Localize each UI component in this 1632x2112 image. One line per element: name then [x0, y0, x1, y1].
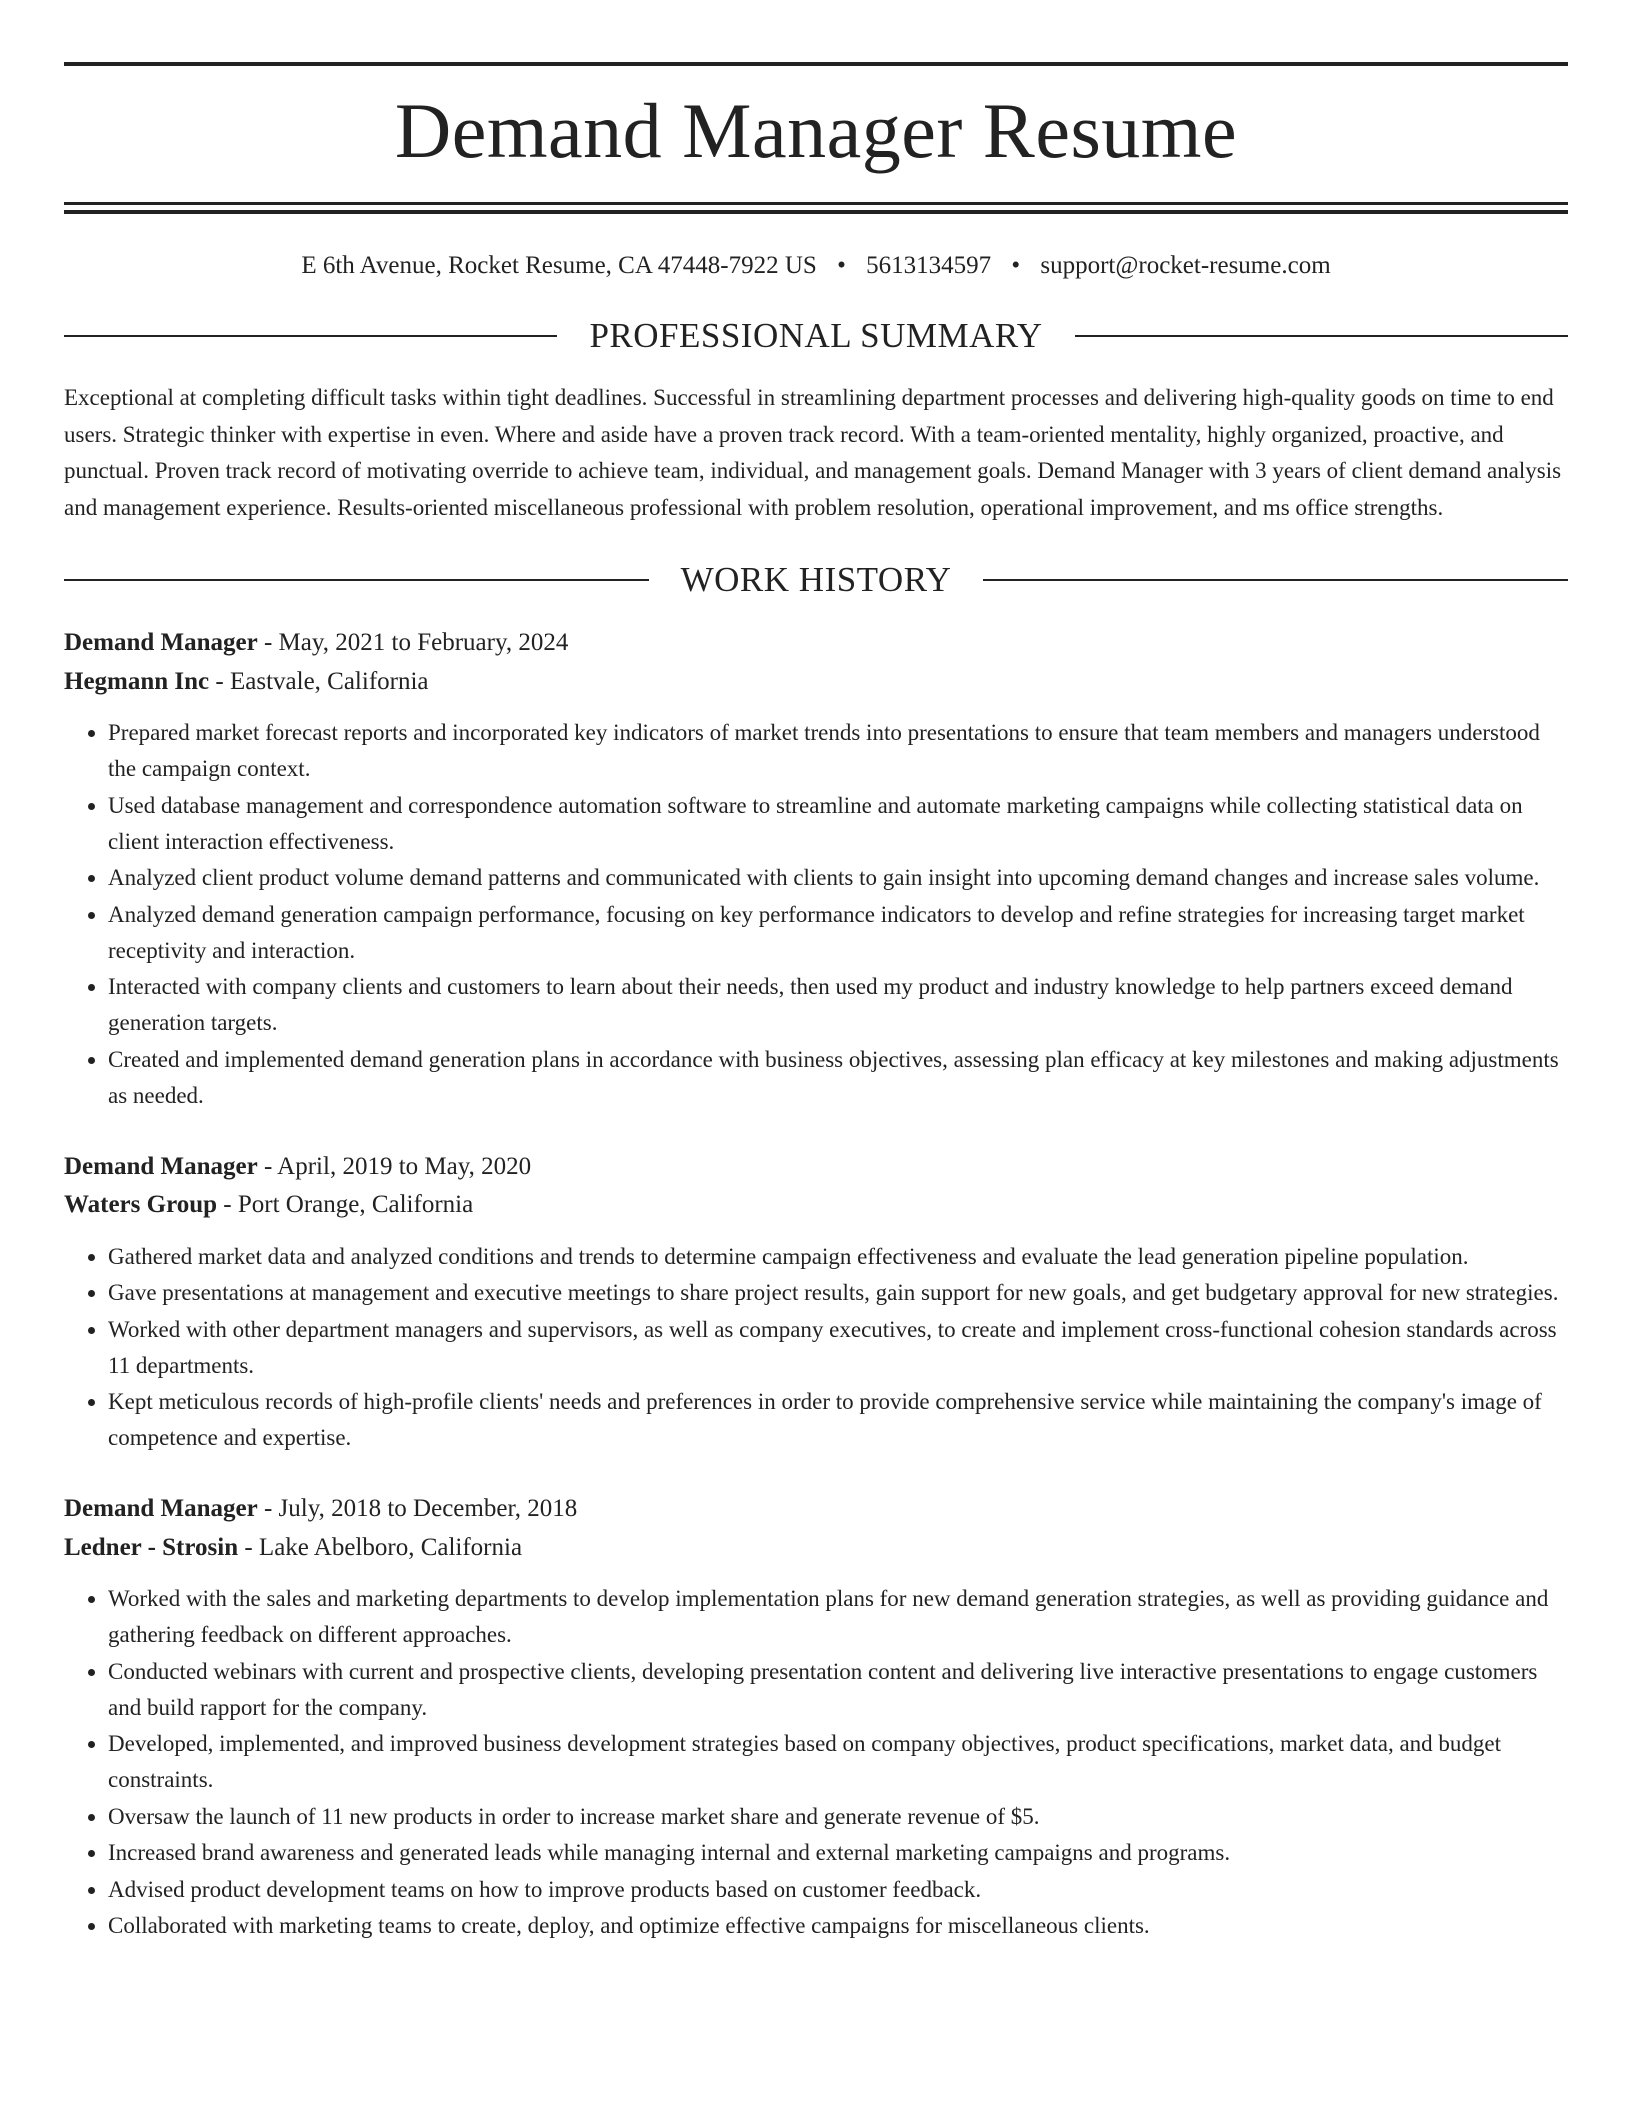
job-entry	[64, 1490, 1568, 1944]
job-company: Ledner - Strosin	[64, 1533, 239, 1561]
summary-heading-label: PROFESSIONAL SUMMARY	[589, 316, 1043, 355]
resume-page	[64, 0, 1568, 1944]
job-title: Demand Manager	[64, 1495, 258, 1522]
job-bullet: • Gathered market data and analyzed conditions and trends to determine campaign effectiveness and evaluate the lead generation pipeline population.	[108, 1239, 1568, 1275]
job-bullet: • Used database management and correspondence automation software to streamline and automate marketing campaigns while collecting statistical data on client interaction effectiveness.	[108, 788, 1568, 860]
job-title-line	[64, 1490, 1568, 1529]
job-bullet: • Worked with the sales and marketing departments to develop implementation plans for new demand generation strategies, as well as providing guidance and gathering feedback on different approaches.	[108, 1581, 1568, 1653]
contact-separator: •	[837, 252, 846, 279]
job-company: Hegmann Inc	[64, 667, 210, 695]
contact-separator: •	[1011, 252, 1021, 279]
job-bullet: • Worked with other department managers and supervisors, as well as company executives, to create and implement cross-functional cohesion standards across 11 departments.	[108, 1312, 1568, 1384]
job-company-line	[64, 1186, 1568, 1225]
heading-rule-right	[983, 579, 1568, 581]
job-location: - Eastvale, California	[209, 667, 429, 695]
job-bullet: • Analyzed demand generation campaign performance, focusing on key performance indicators to develop and refine strategies for increasing target market receptivity and interaction.	[108, 897, 1568, 969]
job-entry	[64, 1148, 1568, 1457]
job-bullets	[64, 1581, 1568, 1944]
job-title: Demand Manager	[64, 1152, 258, 1180]
summary-text: Exceptional at completing difficult tasks within tight deadlines. Successful in streamlining department processes and delivering high-quality goods on time to end users. Strategic thinker with expertise in even. Where and aside have a proven track record. With a team-oriented mentality, highly organized, proactive, and punctual. Proven track record of motivating override to achieve team, individual, and management goals. Demand Manager with 3 years of client demand analysis and management experience. Results-oriented miscellaneous professional with problem resolution, operational improvement, and ms office strengths.	[64, 385, 1562, 520]
page-title: Demand Manager Resume	[394, 87, 1238, 174]
job-bullet: • Created and implemented demand generation plans in accordance with business objectives, assessing plan efficacy at key milestones and making adjustments as needed.	[108, 1042, 1568, 1114]
title-double-rule	[64, 202, 1568, 214]
job-title-line	[64, 1148, 1568, 1187]
work-history-heading-label: WORK HISTORY	[680, 560, 952, 599]
job-company-line	[64, 1529, 1568, 1568]
contact-email: support@rocket-resume.com	[1040, 252, 1331, 279]
job-company: Waters Group	[64, 1191, 218, 1218]
job-bullet: • Advised product development teams on how to improve products based on customer feedback.	[108, 1872, 1568, 1908]
job-title: Demand Manager	[64, 629, 258, 656]
job-bullet: • Oversaw the launch of 11 new products in order to increase market share and generate revenue of $5.	[108, 1799, 1568, 1835]
work-history-heading	[64, 560, 1568, 600]
job-bullet: • Conducted webinars with current and prospective clients, developing presentation content and delivering live interactive presentations to engage customers and build rapport for the company.	[108, 1654, 1568, 1726]
job-bullet: • Kept meticulous records of high-profile clients' needs and preferences in order to provide comprehensive service while maintaining the company's image of competence and expertise.	[108, 1384, 1568, 1456]
job-dates: - July, 2018 to December, 2018	[257, 1495, 578, 1522]
job-bullets	[64, 1239, 1568, 1457]
job-bullets	[64, 715, 1568, 1114]
contact-line	[64, 250, 1568, 282]
job-bullet: • Analyzed client product volume demand patterns and communicated with clients to gain insight into upcoming demand changes and increase sales volume.	[108, 860, 1568, 896]
contact-phone: 5613134597	[866, 252, 992, 279]
heading-rule-right	[1075, 335, 1568, 337]
job-company-line	[64, 663, 1568, 702]
job-bullet: • Developed, implemented, and improved business development strategies based on company objectives, product specifications, market data, and budget constraints.	[108, 1726, 1568, 1798]
contact-address: E 6th Avenue, Rocket Resume, CA 47448-7922 US	[301, 252, 817, 279]
job-dates: - May, 2021 to February, 2024	[257, 629, 569, 656]
job-bullet: • Gave presentations at management and executive meetings to share project results, gain support for new goals, and get budgetary approval for new strategies.	[108, 1275, 1568, 1311]
job-bullet: • Prepared market forecast reports and incorporated key indicators of market trends into presentations to ensure that team members and managers understood the campaign context.	[108, 715, 1568, 787]
job-entry	[64, 624, 1568, 1114]
job-bullet: • Interacted with company clients and customers to learn about their needs, then used my product and industry knowledge to help partners exceed demand generation targets.	[108, 969, 1568, 1041]
heading-rule-left	[64, 579, 649, 581]
job-title-line	[64, 624, 1568, 663]
job-location: - Lake Abelboro, California	[238, 1533, 523, 1561]
summary-heading	[64, 316, 1568, 356]
job-dates: - April, 2019 to May, 2020	[257, 1152, 532, 1180]
heading-rule-left	[64, 335, 557, 337]
job-bullet: • Collaborated with marketing teams to create, deploy, and optimize effective campaigns for miscellaneous clients.	[108, 1908, 1568, 1944]
job-bullet: • Increased brand awareness and generated leads while managing internal and external marketing campaigns and programs.	[108, 1835, 1568, 1871]
job-location: - Port Orange, California	[217, 1191, 474, 1218]
